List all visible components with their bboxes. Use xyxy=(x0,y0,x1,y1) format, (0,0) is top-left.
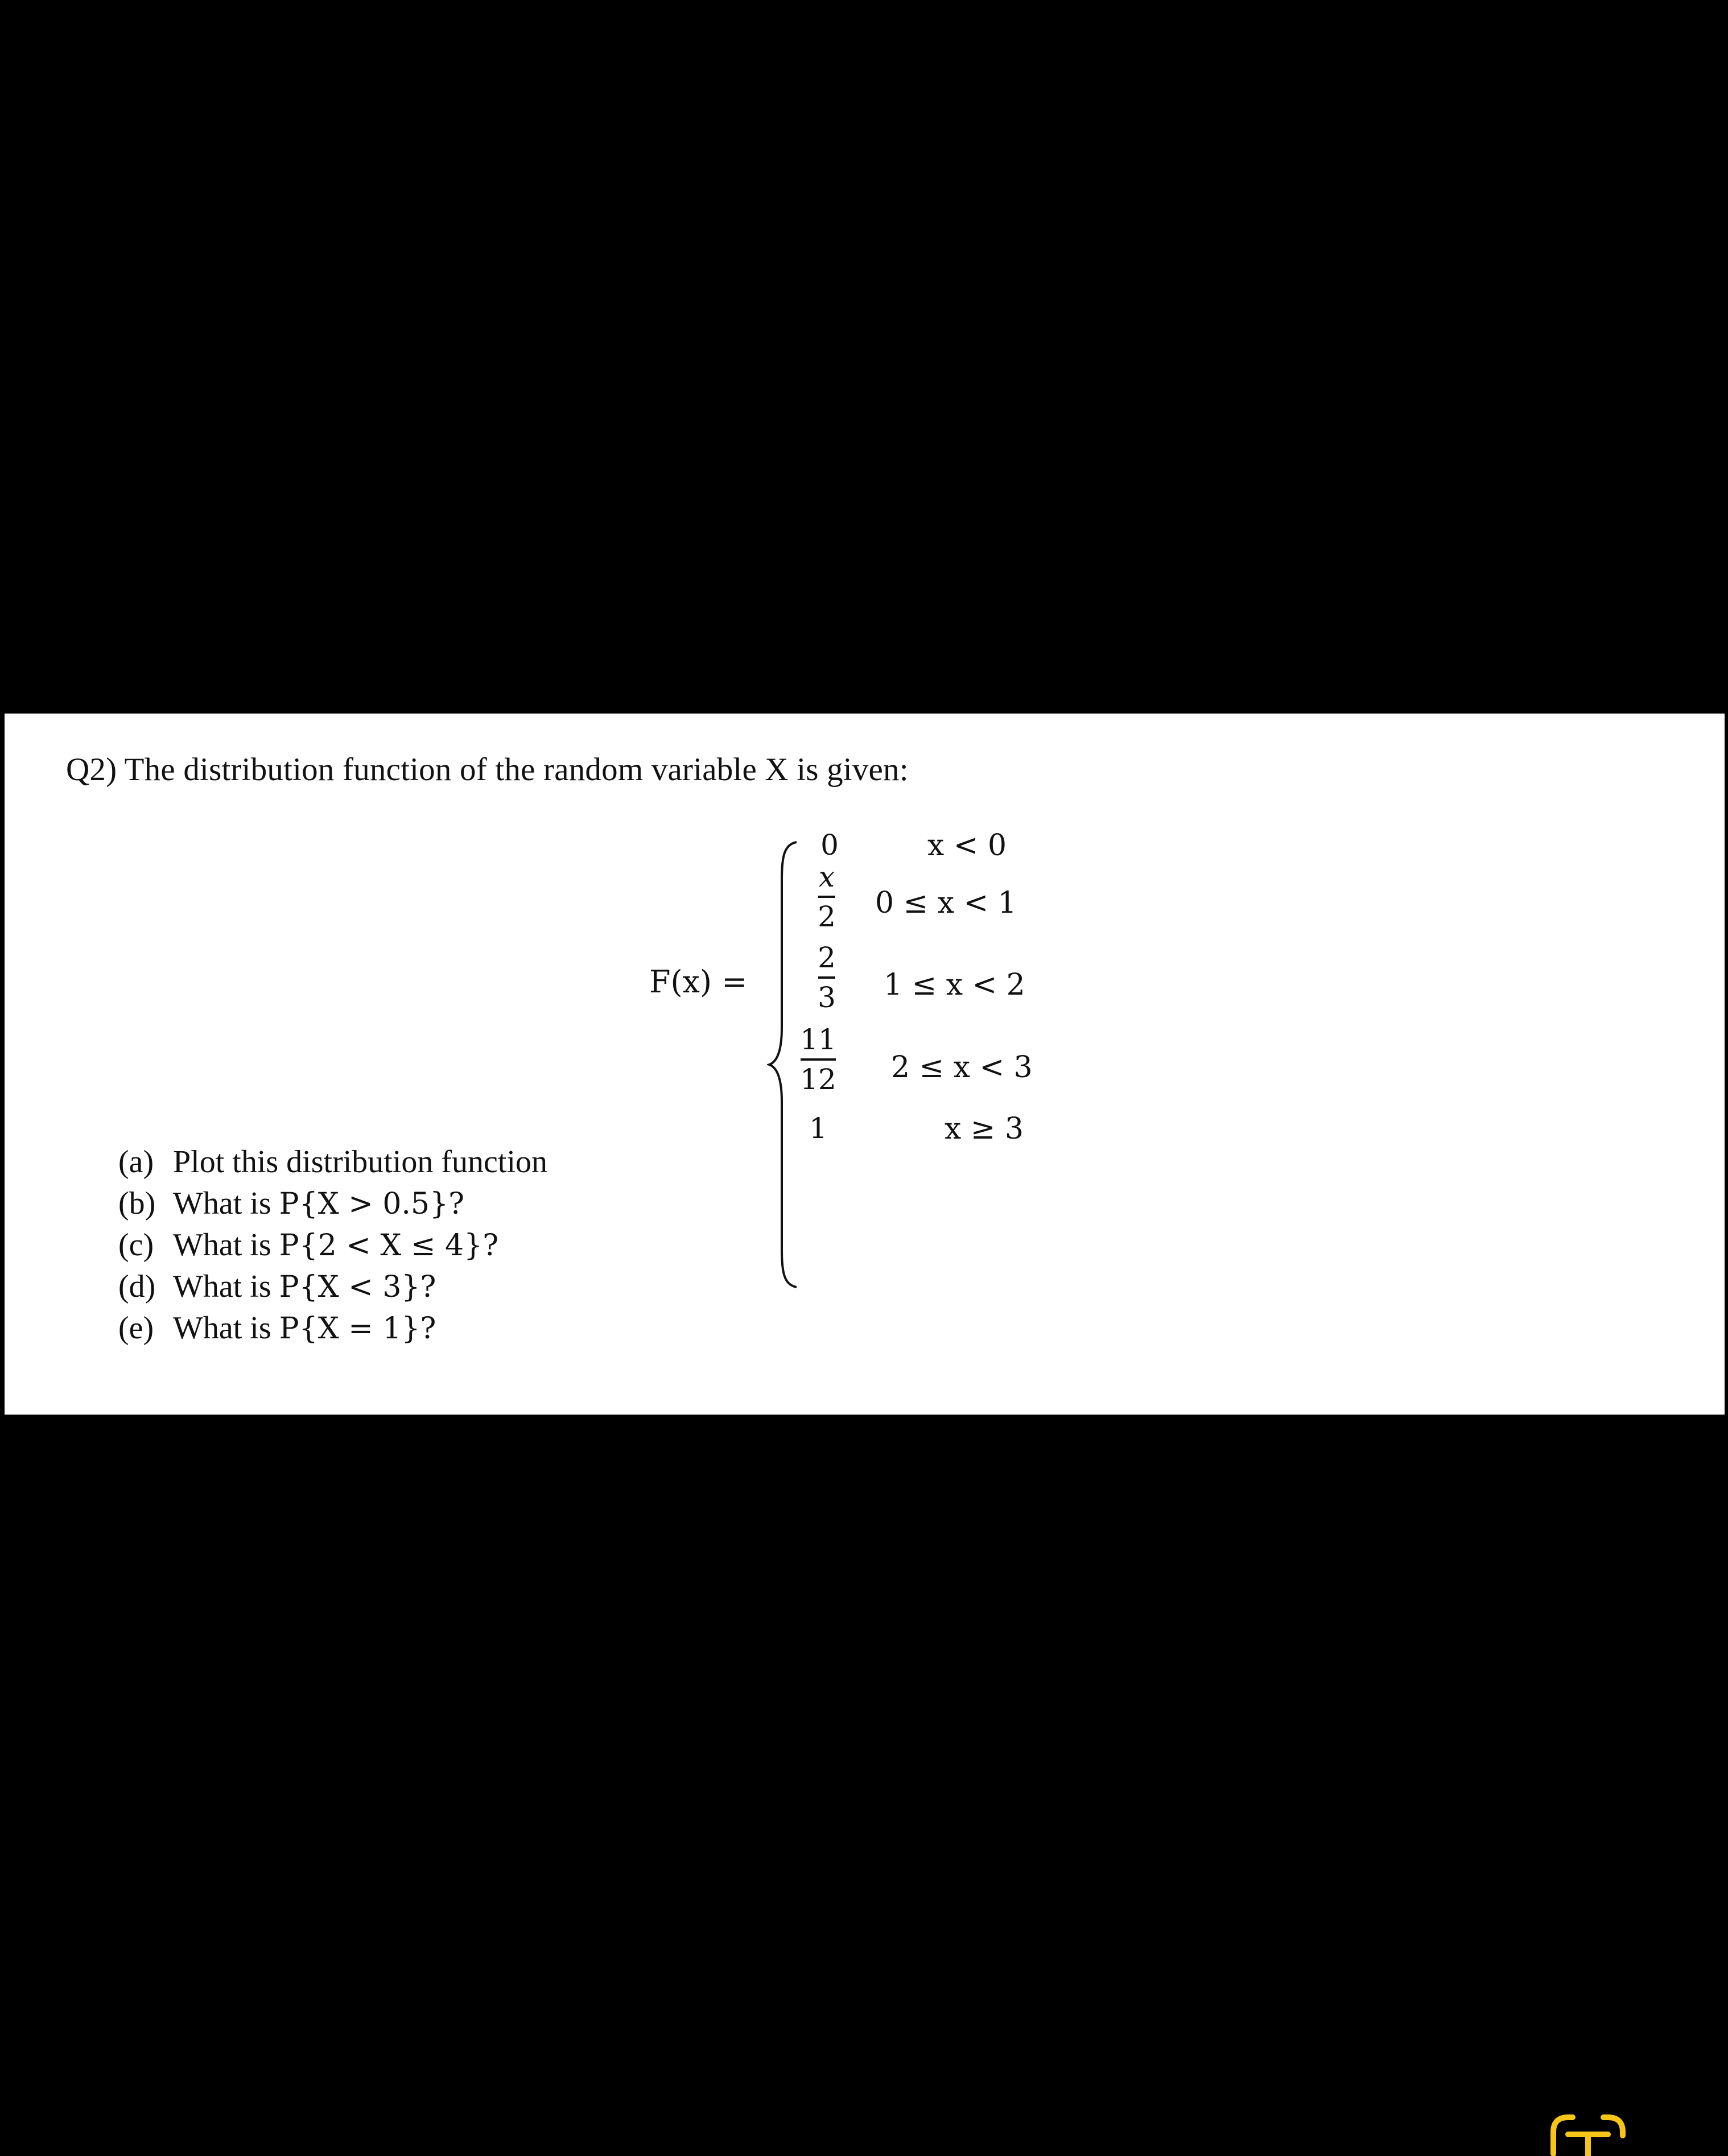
case-denominator-2: 3 xyxy=(818,981,836,1014)
case-condition-3: 2 ≤ x < 3 xyxy=(891,1050,1033,1085)
case-denominator-3: 12 xyxy=(800,1063,836,1096)
case-fraction-2 xyxy=(810,943,844,1012)
part-c xyxy=(118,1225,547,1266)
part-label: (d) xyxy=(118,1269,156,1304)
part-text: What is xyxy=(173,1269,279,1304)
part-math: P{X = 1}? xyxy=(279,1312,436,1346)
part-e xyxy=(118,1308,547,1349)
part-a xyxy=(118,1141,547,1183)
case-numerator-2: 2 xyxy=(818,941,836,974)
formula-lhs: F(x) = xyxy=(649,964,748,1000)
part-math: P{X < 3}? xyxy=(279,1270,436,1304)
case-value-0: 0 xyxy=(820,828,839,861)
question-title: Q2) The distribution function of the random variable X is given: xyxy=(66,752,909,788)
case-numerator-3: 11 xyxy=(800,1023,836,1056)
case-condition-4: x ≥ 3 xyxy=(945,1112,1024,1146)
part-math: P{X > 0.5}? xyxy=(279,1187,465,1221)
part-math: P{2 < X ≤ 4}? xyxy=(279,1229,499,1263)
part-text: What is xyxy=(173,1227,279,1263)
part-text: Plot this distribution function xyxy=(173,1144,548,1180)
case-denominator-1: 2 xyxy=(818,900,836,933)
case-fraction-3 xyxy=(793,1025,844,1094)
part-d xyxy=(118,1266,547,1308)
live-text-icon[interactable] xyxy=(1545,2109,1631,2156)
case-condition-1: 0 ≤ x < 1 xyxy=(875,886,1017,920)
case-condition-2: 1 ≤ x < 2 xyxy=(884,968,1025,1002)
case-fraction-1 xyxy=(810,860,844,933)
part-label: (c) xyxy=(118,1227,154,1263)
fraction-bar xyxy=(818,976,835,979)
part-label: (b) xyxy=(118,1186,156,1221)
document-page xyxy=(5,714,1725,1415)
fraction-bar xyxy=(801,1058,836,1061)
question-parts xyxy=(118,1141,547,1349)
case-value-4: 1 xyxy=(809,1112,827,1145)
case-numerator-1: x xyxy=(818,860,835,893)
part-label: (a) xyxy=(118,1144,154,1180)
fraction-bar xyxy=(818,896,835,898)
part-text: What is xyxy=(173,1310,279,1346)
case-condition-0: x < 0 xyxy=(927,828,1007,863)
part-label: (e) xyxy=(118,1310,154,1346)
part-b xyxy=(118,1183,547,1225)
part-text: What is xyxy=(173,1186,279,1221)
